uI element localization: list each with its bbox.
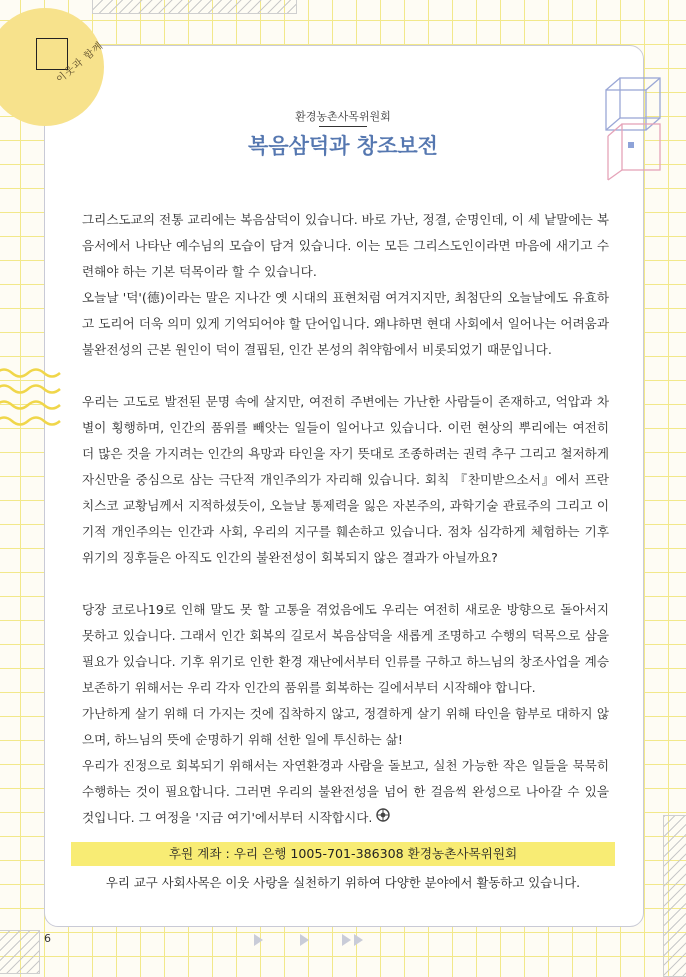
paragraph: 그리스도교의 전통 교리에는 복음삼덕이 있습니다. 바로 가난, 정결, 순명인데, 이 세 낱말에는 복음서에서 나타난 예수님의 모습이 담겨 있습니다. 이는 모든 그리스도인이라면 마음에 새기고 수련해야 하는 기본 덕목이라 할 수 있습니다. [82,212,609,279]
paragraph: 우리는 고도로 발전된 문명 속에 살지만, 여전히 주변에는 가난한 사람들이 존재하고, 억압과 차별이 횡행하며, 인간의 품위를 빼앗는 일들이 일어나고 있습니다. 이런 현상의 뿌리에는 여전히 더 많은 것을 가지려는 인간의 욕망과 타인을 자기 뜻대로 조종하려는 권력 추구 그리고 철저하게 자신만을 중심으로 삼는 극단적 개인주의가 자리해 있습니다. 회칙 『찬미받으소서』에서 프란치스코 교황님께서 지적하셨듯이, 오늘날 통제력을 잃은 자본주의, 과학기술 관료주의 그리고 이기적 개인주의는 인간과 사회, 우리의 지구를 훼손하고 있습니다. 점차 심각하게 체험하는 기후 위기의 징후들은 아직도 인간의 불완전성이 회복되지 않은 결과가 아닐까요? [82,394,609,565]
cube-outline-icon [600,72,664,182]
donation-account-banner: 후원 계좌 : 우리 은행 1005-701-386308 환경농촌사목위원회 [71,842,615,866]
wave-decoration-icon [0,365,66,435]
page-title: 복음삼덕과 창조보전 [248,133,438,158]
play-arrows-decoration [254,934,384,946]
organization-name: 환경농촌사목위원회 [295,110,391,123]
page-number: 6 [44,932,51,945]
paragraph: 오늘날 '덕'(德)이라는 말은 지나간 옛 시대의 표현처럼 여겨지지만, 최첨단의 오늘날에도 유효하고 도리어 더욱 의미 있게 기억되어야 할 단어입니다. 왜냐하면 현대 사회에서 일어나는 어려움과 불완전성의 근본 원인이 덕이 결핍된, 인간 본성의 취약함에서 비롯되었기 때문입니다. [82,290,609,357]
play-arrow-icon [342,934,351,946]
footer-note: 우리 교구 사회사목은 이웃 사랑을 실천하기 위하여 다양한 분야에서 활동하고 있습니다. [105,875,581,890]
paragraph: 당장 코로나19로 인해 말도 못 할 고통을 겪었음에도 우리는 여전히 새로운 방향으로 돌아서지 못하고 있습니다. 그래서 인간 회복의 길로서 복음삼덕을 새롭게 조명하고 수행의 덕목으로 삼을 필요가 있습니다. 기후 위기로 인한 환경 재난에서부터 인류를 구하고 하느님의 창조사업을 계승 보존하기 위해서는 우리 각자 인간의 품위를 회복하는 길에서부터 시작해야 합니다. [82,602,609,695]
end-mark-icon [376,808,390,822]
section-label: 이웃과 함께 [54,40,106,86]
hatch-decoration-bottom-left [0,930,40,974]
paragraph-last [82,753,609,831]
paragraph-text: 우리가 진정으로 회복되기 위해서는 자연환경과 사람을 돌보고, 실천 가능한 작은 일들을 묵묵히 수행하는 것이 필요합니다. 그러면 우리의 불완전성을 넘어 한 걸음씩 완성으로 나아갈 수 있을 것입니다. 그 여정을 '지금 여기'에서부터 시작합시다. [82,758,609,825]
organization-underline [319,126,367,127]
hatch-decoration-top [92,0,297,14]
paragraph: 가난하게 살기 위해 더 가지는 것에 집착하지 않고, 정결하게 살기 위해 타인을 함부로 대하지 않으며, 하느님의 뜻에 순명하기 위해 선한 일에 투신하는 삶! [82,706,609,747]
article-body [82,207,609,831]
play-arrow-icon [254,934,263,946]
play-arrow-icon [354,934,363,946]
play-arrow-icon [300,934,309,946]
hatch-decoration-bottom-right [663,815,686,977]
